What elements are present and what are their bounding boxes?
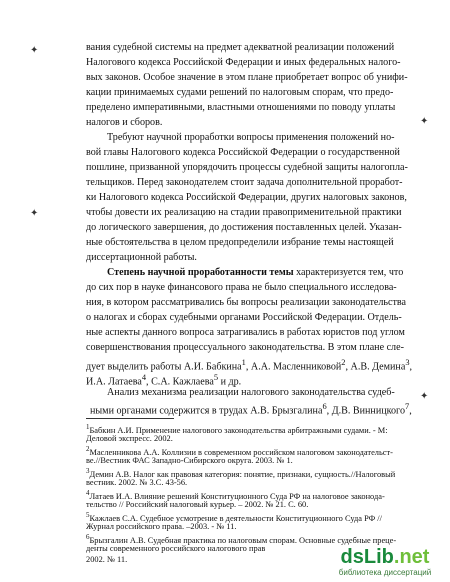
- footnote-line: денты современного российского налогового прав: [86, 544, 266, 553]
- bold-lead-continuation: характеризуется тем, что: [296, 267, 404, 278]
- dslib-logo: dsLib.net: [340, 546, 430, 568]
- body-line: совершенствования процессуального законодательства. В этом плане сле-: [86, 342, 404, 353]
- body-line: ными органами содержится в трудах А.В. Брызгалина$^6$, Д.В. Винницкого$^7$,: [90, 402, 412, 417]
- body-line: пределено императивными, властными отношениями по поводу уплаты: [86, 102, 396, 113]
- body-line: ки Налогового кодекса Российской Федерации, других налоговых законов,: [86, 192, 407, 203]
- body-line: вания судебной системы на предмет адекватной реализации положений: [86, 42, 395, 53]
- footnote-line: Деловой экспресс. 2002.: [86, 434, 173, 443]
- margin-bullet-mark: ✦: [420, 116, 429, 127]
- footnote-line: 2002. № 11.: [86, 555, 128, 564]
- footnote-line: тельство // Российский налоговый курьер. – 2002. № 21. С. 60.: [86, 500, 309, 509]
- footnote-separator: [86, 418, 174, 419]
- footnote-ref[interactable]: 1: [241, 358, 246, 367]
- body-line: тельщиков. Перед законодателем стоит задача дополнительной проработ-: [86, 177, 403, 188]
- body-line: чтобы довести их реализацию на стадии правоприменительной практики: [86, 207, 402, 218]
- footnote-line: $^4$Латаев И.А. Влияние решений Конституционного Суда РФ на налоговое законода-: [86, 489, 385, 501]
- footnote-line: ве.//Вестник ФАС Западно-Сибирского округа. 2003. № 1.: [86, 456, 293, 465]
- body-line: И.А. Латаева$^4$, С.А. Кажлаева$^5$ и др.: [86, 373, 242, 388]
- footnote-line: $^2$Масленникова А.А. Коллизии в современном российском налоговом законодательст-: [86, 445, 393, 457]
- footnote-ref[interactable]: 3: [405, 358, 410, 367]
- body-line: [107, 266, 404, 280]
- footnote-line: $^6$Брызгалин А.В. Судебная практика по налоговым спорам. Основные судебные преце-: [86, 533, 397, 545]
- bold-lead: Степень научной проработанности темы: [107, 267, 294, 278]
- body-line: вой главы Налогового кодекса Российской Федерации о государственной: [86, 147, 400, 158]
- margin-bullet-mark: ✦: [420, 391, 429, 402]
- body-line: дует выделить работы А.И. Бабкина$^1$, А.А. Масленниковой$^2$, А.В. Демина$^3$,: [86, 358, 413, 373]
- body-line: кации принимаемых судами решений по налоговым спорам, что предо-: [86, 87, 394, 98]
- margin-bullet-mark: ✦: [30, 45, 39, 56]
- footnote-ref[interactable]: 2: [341, 358, 346, 367]
- footnote-ref[interactable]: 6: [322, 402, 327, 411]
- footnote-line: $^1$Бабкин А.И. Применение налогового законодательства арбитражными судами. - М:: [86, 423, 388, 435]
- footnote-ref[interactable]: 4: [141, 373, 147, 382]
- body-line: до сих пор в науке финансового права не было специального исследова-: [86, 282, 397, 293]
- body-line: Анализ механизма реализации налогового законодательства судеб-: [107, 387, 395, 398]
- body-line: ния, в котором рассматривались бы вопросы реализации законодательства: [86, 297, 407, 308]
- body-line: о налогах и сборах судебными органами Российской Федерации. Отдель-: [86, 312, 402, 323]
- body-line: до логического завершения, до достижения поставленных целей. Указан-: [86, 222, 402, 233]
- footnote-ref[interactable]: 5: [213, 373, 219, 382]
- footnote-line: Журнал российского права. –2003. - № 11.: [86, 522, 237, 531]
- body-line: пошлине, призванной упорядочить процессы судебной защиты налогопла-: [86, 162, 408, 173]
- body-line: Требуют научной проработки вопросы применения положений но-: [107, 132, 395, 143]
- body-line: налогов и сборов.: [86, 117, 163, 128]
- dslib-watermark[interactable]: [326, 546, 444, 578]
- footnote-line: вестник. 2002. № 3.С. 43-56.: [86, 478, 188, 487]
- body-line: ные обстоятельства в целом предопределили избрание темы настоящей: [86, 237, 394, 248]
- body-line: Налогового кодекса Российской Федерации и иных федеральных налого-: [86, 57, 401, 68]
- footnote-ref[interactable]: 7: [405, 402, 410, 411]
- body-line: диссертационной работы.: [86, 252, 197, 263]
- body-line: ные аспекты данного вопроса затрагивались в работах юристов под углом: [86, 327, 405, 338]
- margin-bullet-mark: ✦: [30, 208, 39, 219]
- footnote-line: $^5$Кажлаев С.А. Судебное усмотрение в деятельности Конституционного Суда РФ //: [86, 511, 382, 523]
- footnote-line: $^3$Демин А.В. Налог как правовая категория: понятие, признаки, сущность.//Налоговый: [86, 467, 396, 479]
- body-line: вых законов. Особое значение в этом плане приобретает вопрос об унифи-: [86, 72, 408, 83]
- dslib-subtitle: библиотека диссертаций: [338, 568, 432, 577]
